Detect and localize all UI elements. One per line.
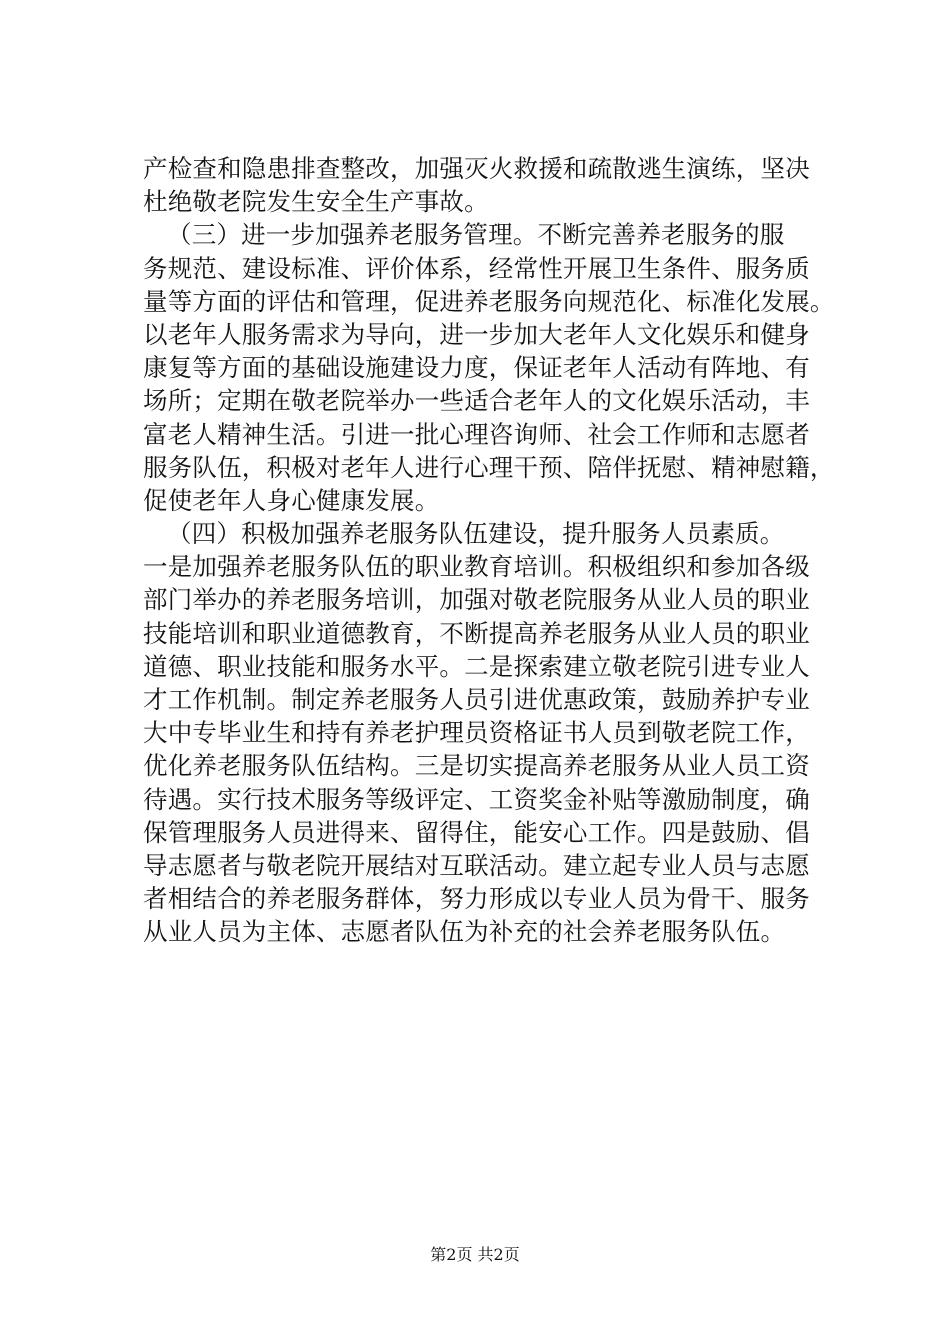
text-line: 者相结合的养老服务群体，努力形成以专业人员为骨干、服务 xyxy=(143,884,810,914)
text-line: （三）进一步加强养老服务管理。不断完善养老服务的服 xyxy=(167,220,785,250)
text-line: 务规范、建设标准、评价体系，经常性开展卫生条件、服务质 xyxy=(143,253,810,283)
text-line: 技能培训和职业道德教育，不断提高养老服务从业人员的职业 xyxy=(143,618,810,648)
text-line: 以老年人服务需求为导向，进一步加大老年人文化娱乐和健身 xyxy=(143,319,810,349)
text-line: 一是加强养老服务队伍的职业教育培训。积极组织和参加各级 xyxy=(143,552,810,582)
body-text xyxy=(143,152,843,949)
text-line: 导志愿者与敬老院开展结对互联活动。建立起专业人员与志愿 xyxy=(143,850,810,880)
text-line: 富老人精神生活。引进一批心理咨询师、社会工作师和志愿者 xyxy=(143,419,810,449)
text-line: 康复等方面的基础设施建设力度，保证老年人活动有阵地、有 xyxy=(143,353,810,383)
text-line: 道德、职业技能和服务水平。二是探索建立敬老院引进专业人 xyxy=(143,651,810,681)
text-line: 产检查和隐患排查整改，加强灭火救援和疏散逃生演练，坚决 xyxy=(143,154,810,183)
text-line: 量等方面的评估和管理，促进养老服务向规范化、标准化发展。 xyxy=(143,286,835,316)
text-line: 大中专毕业生和持有养老护理员资格证书人员到敬老院工作， xyxy=(143,718,810,748)
text-line: 待遇。实行技术服务等级评定、工资奖金补贴等激励制度，确 xyxy=(143,784,810,814)
text-line: 才工作机制。制定养老服务人员引进优惠政策，鼓励养护专业 xyxy=(143,685,810,714)
text-line: 保管理服务人员进得来、留得住，能安心工作。四是鼓励、倡 xyxy=(143,817,810,847)
text-line: 促使老年人身心健康发展。 xyxy=(143,485,440,515)
text-line: 场所；定期在敬老院举办一些适合老年人的文化娱乐活动，丰 xyxy=(143,386,810,416)
text-line: （四）积极加强养老服务队伍建设，提升服务人员素质。 xyxy=(167,519,785,549)
text-line: 从业人员为主体、志愿者队伍为补充的社会养老服务队伍。 xyxy=(143,917,786,947)
text-line: 服务队伍，积极对老年人进行心理干预、陪伴抚慰、精神慰籍， xyxy=(143,452,835,482)
text-line: 优化养老服务队伍结构。三是切实提高养老服务从业人员工资 xyxy=(143,751,810,781)
text-line: 部门举办的养老服务培训，加强对敬老院服务从业人员的职业 xyxy=(143,585,810,615)
page-footer: 第2页 共2页 xyxy=(430,1245,520,1264)
text-line: 杜绝敬老院发生安全生产事故。 xyxy=(143,187,489,217)
